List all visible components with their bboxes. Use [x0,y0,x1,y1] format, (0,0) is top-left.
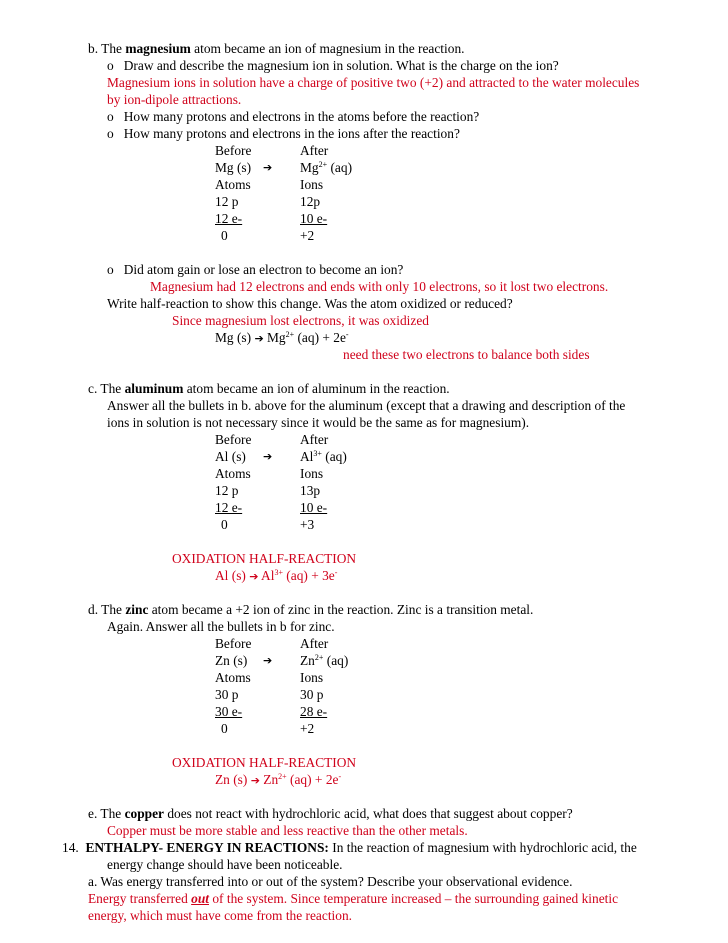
bullet-item: o Draw and describe the magnesium ion in solution. What is the charge on the ion? [107,58,559,73]
answer-text: Since magnesium lost electrons, it was oxidized [172,313,429,328]
question-14-heading: 14. ENTHALPY- ENERGY IN REACTIONS: In the reaction of magnesium with hydrochloric acid, the [62,840,637,855]
answer-text: Energy transferred out of the system. Since temperature increased – the surrounding gained kinetic [88,891,619,906]
answer-text: energy, which must have come from the reaction. [88,908,352,923]
question-text: energy change should have been noticeable. [107,857,343,872]
arrow-icon: ➔ [263,161,273,174]
half-reaction-equation: Mg (s) ➔ $Mg^{2+}$ (aq) + 2e- [215,330,349,345]
oxidation-label: OXIDATION HALF-REACTION [172,551,357,566]
bullet-item: o How many protons and electrons in the ions after the reaction? [107,126,460,141]
section-d-intro: d. The zinc atom became a +2 ion of zinc in the reaction. Zinc is a transition metal. [88,602,534,617]
answer-text: by ion-dipole attractions. [107,92,242,107]
question-text: Write half-reaction to show this change. Was the atom oxidized or reduced? [107,296,513,311]
arrow-icon: ➔ [250,774,260,787]
arrow-icon: ➔ [263,654,273,667]
arrow-icon: ➔ [254,332,264,345]
half-reaction-equation: Al (s) ➔ $Al^{3+}$ (aq) + 3e- [215,568,338,583]
question-text: Again. Answer all the bullets in b for zinc. [107,619,335,634]
arrow-icon: ➔ [263,450,273,463]
half-reaction-equation: Zn (s) ➔ $Zn^{2+}$ (aq) + 2e- [215,772,342,787]
section-e-intro: e. The copper does not react with hydrochloric acid, what does that suggest about copper? [88,806,573,821]
section-c-intro: c. The aluminum atom became an ion of aluminum in the reaction. [88,381,450,396]
bullet-item: o Did atom gain or lose an electron to become an ion? [107,262,404,277]
arrow-icon: ➔ [249,570,259,583]
question-text: a. Was energy transferred into or out of the system? Describe your observational evidence. [88,874,573,889]
note-text: need these two electrons to balance both sides [343,347,590,362]
bullet-item: o How many protons and electrons in the atoms before the reaction? [107,109,480,124]
answer-text: Magnesium had 12 electrons and ends with only 10 electrons, so it lost two electrons. [150,279,609,294]
answer-text: Copper must be more stable and less reactive than the other metals. [107,823,468,838]
oxidation-label: OXIDATION HALF-REACTION [172,755,357,770]
answer-text: Magnesium ions in solution have a charge of positive two (+2) and attracted to the water molecules [107,75,640,90]
question-text: Answer all the bullets in b. above for the aluminum (except that a drawing and description of the [107,398,626,413]
question-text: ions in solution is not necessary since it would be the same as for magnesium). [107,415,530,430]
section-b-intro: b. The magnesium atom became an ion of magnesium in the reaction. [88,41,465,56]
